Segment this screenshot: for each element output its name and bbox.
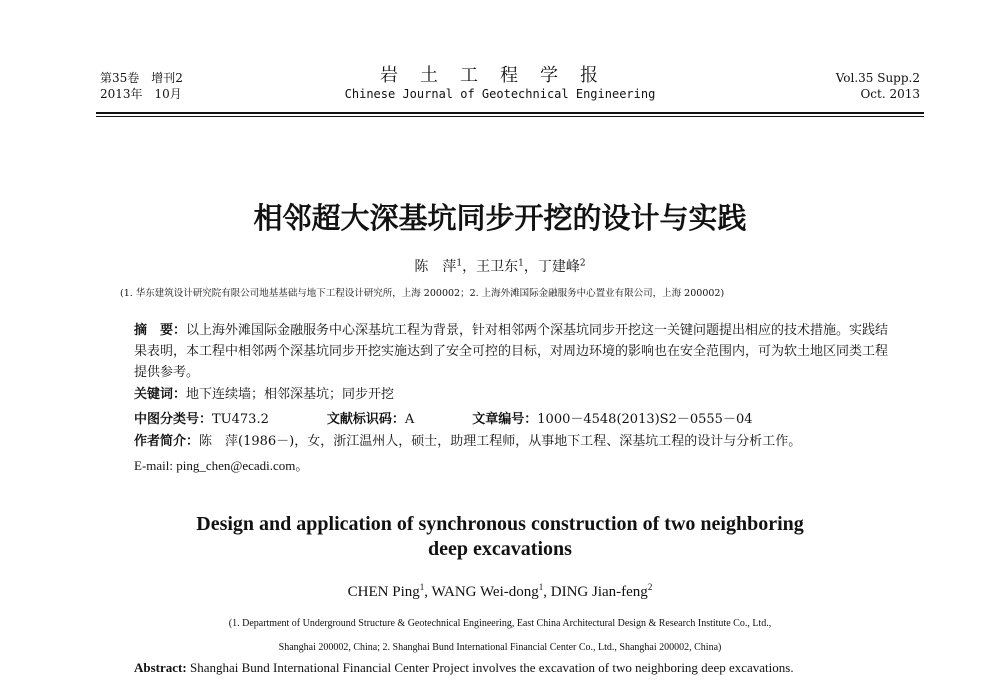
author-name-en: CHEN Ping bbox=[347, 584, 420, 600]
keywords-label-cn: 关键词： bbox=[134, 387, 187, 402]
author-affil-mark-en: 1 bbox=[419, 582, 425, 592]
volume-supp: Vol.35 Supp.2 bbox=[835, 71, 920, 85]
publication-date-cn: 2013年 10月 bbox=[100, 87, 182, 101]
author-affil-mark-en: 2 bbox=[647, 582, 653, 592]
paper-title-cn: 相邻超大深基坑同步开挖的设计与实践 bbox=[253, 201, 747, 235]
author-name-en: , WANG Wei-dong bbox=[424, 584, 539, 600]
journal-volume-info-en bbox=[836, 70, 920, 102]
header-rule-thin bbox=[96, 116, 924, 117]
paper-title-en bbox=[0, 512, 1000, 562]
author-affil-mark-en: 1 bbox=[538, 582, 544, 592]
author-affil-mark: 1 bbox=[518, 258, 524, 269]
author-name: ，王卫东 bbox=[462, 259, 519, 275]
paper-title-en-line1: Design and application of synchronous construction of two neighboring bbox=[196, 513, 804, 535]
abstract-label-cn: 摘 要： bbox=[134, 323, 187, 338]
author-affil-mark: 2 bbox=[579, 258, 586, 269]
affiliation-en-line1: (1. Department of Underground Structure & Geotechnical Engineering, East China Architectural Design & Research Institute Co., Ltd., bbox=[228, 618, 772, 629]
journal-title-cn: 岩土工程学报 bbox=[380, 65, 620, 86]
clc-label: 中图分类号： bbox=[134, 412, 213, 427]
abstract-text-cn: 以上海外滩国际金融服务中心深基坑工程为背景，针对相邻两个深基坑同步开挖这一关键问题提出相应的技术措施。实践结果表明，本工程中相邻两个深基坑同步开挖实施达到了安全可控的目标，对周边环境的影响也在安全范围内，可为软土地区同类工程提供参考。 bbox=[134, 323, 889, 380]
publication-date-en: Oct. 2013 bbox=[860, 87, 920, 101]
clc-value: TU473.2 bbox=[212, 412, 269, 427]
author-name: ，丁建峰 bbox=[523, 259, 580, 275]
abstract-label-en: Abstract: bbox=[134, 660, 187, 675]
header-rule-thick bbox=[96, 112, 924, 114]
author-name-en: , DING Jian-feng bbox=[543, 584, 648, 600]
article-number-value: 1000－4548(2013)S2－0555－04 bbox=[537, 412, 753, 427]
keywords-text-cn: 地下连续墙；相邻深基坑；同步开挖 bbox=[186, 387, 395, 402]
author-email: E-mail: ping_chen@ecadi.com。 bbox=[134, 458, 309, 473]
keywords-cn bbox=[134, 384, 900, 405]
authors-en bbox=[0, 582, 1000, 601]
volume-issue: 第35卷 增刊2 bbox=[100, 71, 183, 85]
doc-code-label: 文献标识码： bbox=[326, 412, 405, 427]
abstract-cn bbox=[134, 320, 900, 383]
author-intro bbox=[134, 431, 900, 452]
affiliation-cn: (1. 华东建筑设计研究院有限公司地基基础与地下工程设计研究所，上海 200002；2. 上海外滩国际金融服务中心置业有限公司，上海 200002) bbox=[120, 288, 725, 299]
journal-title-en: Chinese Journal of Geotechnical Engineering bbox=[344, 87, 656, 101]
author-name: 陈 萍 bbox=[414, 259, 457, 275]
affiliation-en-line2: Shanghai 200002, China; 2. Shanghai Bund International Financial Center Co., Ltd., Shanghai 200002, China) bbox=[278, 642, 722, 653]
abstract-en bbox=[134, 660, 934, 676]
doc-code-value: A bbox=[404, 412, 415, 427]
abstract-text-en: Shanghai Bund International Financial Center Project involves the excavation of two neighboring deep excavations. bbox=[186, 660, 794, 675]
author-intro-label: 作者简介： bbox=[134, 434, 200, 449]
paper-title-en-line2: deep excavations bbox=[428, 538, 572, 560]
article-number-label: 文章编号： bbox=[472, 412, 538, 427]
authors-cn bbox=[0, 256, 1000, 276]
author-intro-text: 陈 萍(1986－)，女，浙江温州人，硕士，助理工程师，从事地下工程、深基坑工程的设计与分析工作。 bbox=[199, 434, 802, 449]
affiliation-en bbox=[0, 612, 1000, 660]
author-affil-mark: 1 bbox=[456, 258, 463, 269]
classification-line bbox=[134, 409, 900, 430]
